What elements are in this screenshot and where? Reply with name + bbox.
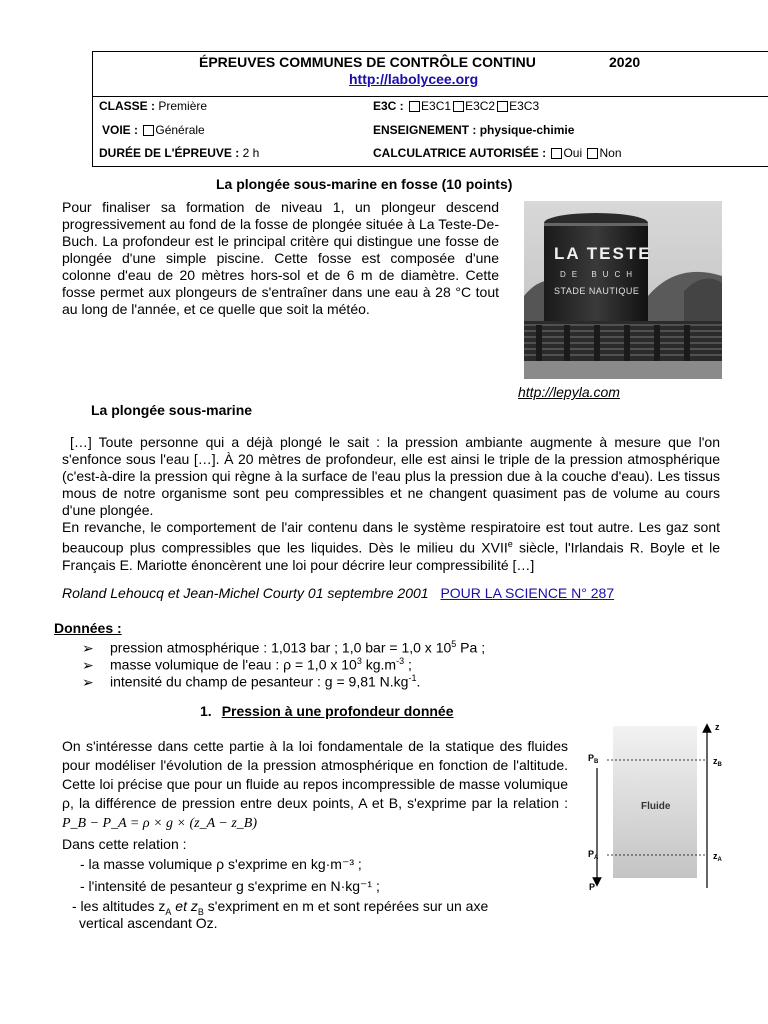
duree-label: DURÉE DE L'ÉPREUVE : [99,146,240,160]
donnee-tail2: ; [404,656,412,673]
enseignement-value: physique-chimie [479,123,575,137]
duree-value: 2 h [242,146,260,160]
header-top [93,52,768,97]
z-sub-a: A [165,906,172,917]
p-a-label: $P_A$ [588,849,599,861]
donnee-tail: kg.m [361,656,397,673]
arrow-bullet-icon: ➢ [82,673,94,690]
dive-tower-photo [524,201,722,379]
section-1-paragraph [62,737,568,833]
fluid-label: Fluide [641,801,671,812]
fluid-diagram [585,718,735,896]
donnee-sup2: -3 [396,656,405,666]
donnee-sup: 3 [356,656,362,666]
donnees-heading: Données : [54,620,122,636]
unit-item-rho: - la masse volumique ρ s'exprime en kg·m⁻³ ; [80,856,362,872]
subtitle: La plongée sous-marine [91,402,253,418]
labolycee-link[interactable]: http://labolycee.org [349,71,479,87]
donnee-text: pression atmosphérique : 1,013 bar ; 1,0 bar = 1,0 x 10 [110,639,452,656]
section-1-heading [200,703,454,720]
donnee-sup: 5 [451,639,457,649]
z-text-2: et z [171,898,198,914]
exercise-title: La plongée sous-marine en fosse (10 points) [216,176,513,192]
classe-label: CLASSE : [99,99,156,113]
calc-oui-label: Oui [563,146,583,160]
dans-relation: Dans cette relation : [62,836,187,852]
p-b-label: $P_B$ [588,753,599,765]
z-sub-b: B [197,906,204,917]
quote-paragraph-2 [62,519,720,574]
z-a-label: $z_A$ [713,851,722,863]
intro-paragraph: Pour finaliser sa formation de niveau 1, un plongeur descend progressivement au fond de la fosse de plongée située à La Teste-De-Buch. La profondeur est le principal critère qui distingue une fosse de plongée d'une simple piscine. Cette fosse est composée d'une colonne d'eau de 20 mètres hors-sol et de 6 m de diamètre. Cette fosse permet aux plongeurs de s'entraîner dans une eau à 28 °C tout au long de l'année, et ce quelle que soit la météo. [62,199,499,317]
donnee-tail: . [416,673,421,690]
quote-paragraph-1: […] Toute personne qui a déjà plongé le sait : la pression ambiante augmente à mesure que l'on s'enfonce sous l'eau […]. À 20 mètres de profondeur, elle est ainsi le triple de la pression atmosphérique (c'est-à-dire la pression qui règne à la surface de l'eau plus la pression due à la couche d'eau). Les tissus mous de notre organisme sont peu compressibles et ne changent quasiment pas de volume au cours d'une plongée. [62,434,720,518]
section-1-body [62,737,568,833]
enseignement-row [373,123,574,137]
donnee-tail: Pa ; [456,639,486,656]
e3c-label: E3C : [373,99,404,113]
e3c1-label: E3C1 [421,99,452,113]
quote-p2-part1: En revanche, le comportement de l'air contenu dans le système respiratoire est tout autre. Les gaz sont beaucoup plus compressibles que les liquides. Dès le milieu du XVII [62,519,720,556]
voie-generale-checkbox[interactable] [143,125,154,136]
calc-non-label: Non [599,146,622,160]
e3c2-label: E3C2 [465,99,496,113]
e3c2-checkbox[interactable] [453,101,464,112]
exam-year: 2020 [609,54,641,70]
e3c-row [373,99,539,113]
calc-oui-checkbox[interactable] [551,148,562,159]
citation [62,585,614,602]
tower-sign-line2: DE BUCH [560,270,639,279]
z-b-label: $z_B$ [713,756,722,768]
arrow-bullet-icon: ➢ [82,656,94,673]
pressure-formula: P_B − P_A = ρ × g × (z_A − z_B) [62,816,257,831]
enseignement-label: ENSEIGNEMENT : [373,123,477,137]
quote-block [62,434,720,574]
quote-p2-sup: e [507,539,513,549]
z-text-1: - les altitudes z [72,898,166,914]
z-axis-label: z [715,722,720,732]
e3c1-checkbox[interactable] [409,101,420,112]
tower-sign-line1: LA TESTE [554,244,652,263]
donnee-sup: -1 [408,673,417,683]
photo-source-link[interactable]: http://lepyla.com [518,384,620,400]
calculatrice-label: CALCULATRICE AUTORISÉE : [373,146,547,160]
duree-row [99,146,259,160]
quote-p2-part2: siècle, l'Irlandais R. Boyle et le Français E. Mariotte énoncèrent une loi pour décrire leur compressibilité […] [62,539,720,573]
citation-source-link[interactable]: POUR LA SCIENCE N° 287 [440,585,615,601]
exam-header [92,51,768,167]
e3c3-checkbox[interactable] [497,101,508,112]
voie-label: VOIE : [102,123,139,137]
z-text-3: s'expriment en m et sont repérées sur un axe [203,898,489,914]
exam-title: ÉPREUVES COMMUNES DE CONTRÔLE CONTINU [199,54,536,70]
p-axis-label: P [589,882,596,892]
section-number: 1. [200,703,212,719]
section-1-text: On s'intéresse dans cette partie à la loi fondamentale de la statique des fluides pour modéliser l'évolution de la pression atmosphérique en fonction de l'altitude. Cette loi précise que pour un fluide au repos incompressible de masse volumique ρ, la différence de pression entre deux points, A et B, s'exprime par la relation : [62,738,568,811]
classe-row [99,99,207,113]
donnee-text: intensité du champ de pesanteur : g = 9,81 N.kg [110,673,409,690]
section-title: Pression à une profondeur donnée [221,703,454,719]
donnee-text: masse volumique de l'eau : ρ = 1,0 x 10 [110,656,357,673]
calculatrice-row [373,146,622,160]
donnee-item [82,670,420,691]
calc-non-checkbox[interactable] [587,148,598,159]
unit-item-g: - l'intensité de pesanteur g s'exprime en N·kg⁻¹ ; [80,878,380,894]
voie-row [102,123,205,137]
citation-authors: Roland Lehoucq et Jean-Michel Courty 01 septembre 2001 [62,585,429,601]
arrow-bullet-icon: ➢ [82,639,94,656]
classe-value: Première [158,99,208,113]
unit-item-z-cont: vertical ascendant Oz. [79,915,218,931]
e3c3-label: E3C3 [509,99,540,113]
voie-value: Générale [155,123,205,137]
tower-sign-line3: STADE NAUTIQUE [554,286,640,296]
